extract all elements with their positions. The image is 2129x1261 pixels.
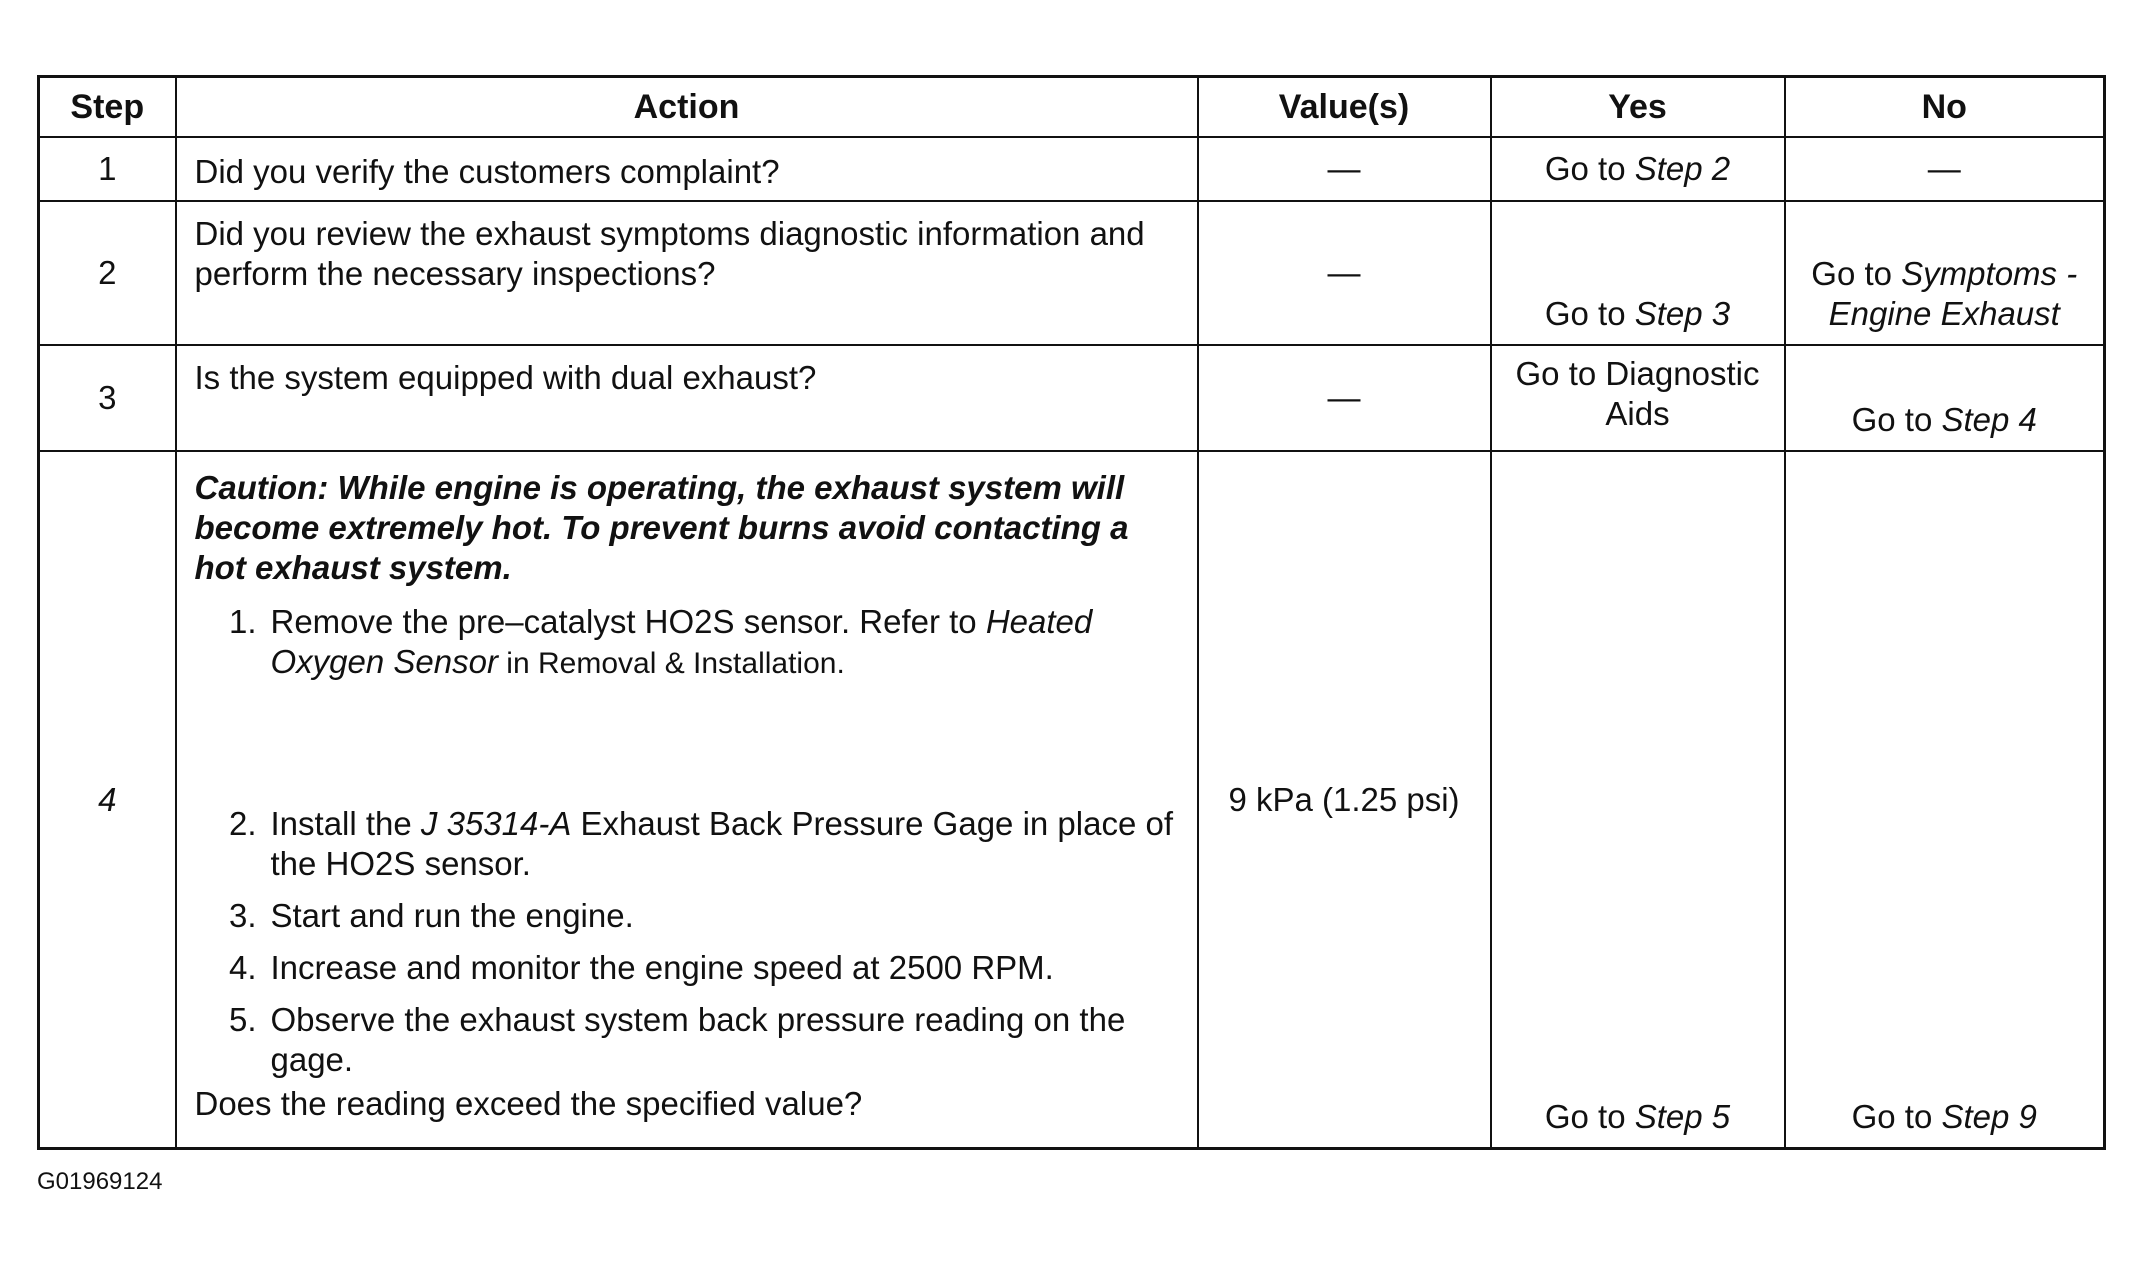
no-step-link[interactable]: Step 9 <box>1941 1098 2037 1135</box>
yes-cell <box>1491 451 1785 1149</box>
no-prefix: Go to <box>1811 255 1892 292</box>
list-item <box>195 948 1179 988</box>
header-action: Action <box>176 77 1198 138</box>
substep-list <box>195 602 1179 1080</box>
yes-cell <box>1491 137 1785 201</box>
header-step: Step <box>39 77 176 138</box>
action-text: Is the system equipped with dual exhaust? <box>176 345 1198 451</box>
list-item <box>195 602 1179 684</box>
step-number: 1 <box>39 137 176 201</box>
value-cell: — <box>1198 201 1491 345</box>
tool-reference: J 35314-A <box>420 805 572 842</box>
substep-number: 1. <box>228 603 257 640</box>
list-item <box>195 804 1179 884</box>
substep-number: 3. <box>228 897 257 934</box>
figure-id: G01969124 <box>37 1168 163 1195</box>
step-number: 3 <box>39 345 176 451</box>
substep-text: Observe the exhaust system back pressure reading on the gage. <box>270 1001 1126 1078</box>
yes-prefix: Go to <box>1544 1098 1626 1135</box>
yes-cell[interactable]: Go to Diagnostic Aids <box>1491 345 1785 451</box>
no-step-link[interactable]: Step 4 <box>1941 401 2037 438</box>
substep-number: 2. <box>228 805 257 842</box>
list-item <box>195 1000 1179 1080</box>
yes-step-link[interactable]: Step 3 <box>1634 295 1731 332</box>
diagnostic-table <box>37 75 2106 1150</box>
yes-prefix: Go to <box>1544 295 1626 332</box>
value-cell: — <box>1198 137 1491 201</box>
table-row <box>39 137 2105 201</box>
no-cell <box>1785 451 2105 1149</box>
substep-text <box>271 602 1179 684</box>
yes-step-link[interactable]: Step 5 <box>1634 1098 1731 1135</box>
yes-prefix: Go to <box>1544 150 1626 187</box>
no-prefix: Go to <box>1851 1098 1933 1135</box>
yes-cell <box>1491 201 1785 345</box>
substep-text: Start and run the engine. <box>270 897 634 934</box>
substep-text <box>271 804 1179 884</box>
list-item <box>195 896 1179 936</box>
header-row <box>39 77 2105 138</box>
substep-text-part: Exhaust Back Pressure Gage in place of the HO2S sensor. <box>270 805 1174 882</box>
header-yes: Yes <box>1491 77 1785 138</box>
yes-step-link[interactable]: Step 2 <box>1634 150 1731 187</box>
no-cell <box>1785 345 2105 451</box>
value-cell: 9 kPa (1.25 psi) <box>1198 451 1491 1149</box>
step-number <box>39 451 176 1149</box>
step-number-text: 4 <box>98 780 117 818</box>
value-cell: — <box>1198 345 1491 451</box>
action-cell <box>176 451 1198 1149</box>
question-text: Does the reading exceed the specified value? <box>194 1085 863 1122</box>
no-prefix: Go to <box>1851 401 1933 438</box>
caution-text: Caution: While engine is operating, the exhaust system will become extremely hot. To prevent burns avoid contacting a hot exhaust system. <box>194 469 1129 586</box>
header-no: No <box>1785 77 2105 138</box>
substep-number: 5. <box>228 1001 257 1038</box>
substep-text-part: Remove the pre–catalyst HO2S sensor. Refer to <box>270 603 986 640</box>
table-row <box>39 451 2105 1149</box>
action-text: Did you review the exhaust symptoms diagnostic information and perform the necessary inspections? <box>176 201 1198 345</box>
table-row <box>39 345 2105 451</box>
substep-text-part: Install the <box>270 805 421 842</box>
no-step-link[interactable]: Symptoms - Engine Exhaust <box>1828 255 2078 332</box>
header-values: Value(s) <box>1198 77 1491 138</box>
table-row <box>39 201 2105 345</box>
step-number: 2 <box>39 201 176 345</box>
no-cell <box>1785 201 2105 345</box>
substep-text: Increase and monitor the engine speed at 2500 RPM. <box>270 949 1054 986</box>
action-text: Did you verify the customers complaint? <box>176 137 1198 201</box>
substep-number: 4. <box>228 949 257 986</box>
substep-text-part: in Removal & Installation. <box>497 647 845 680</box>
reference-link[interactable]: Heated Oxygen Sensor <box>270 603 1093 680</box>
no-cell: — <box>1785 137 2105 201</box>
